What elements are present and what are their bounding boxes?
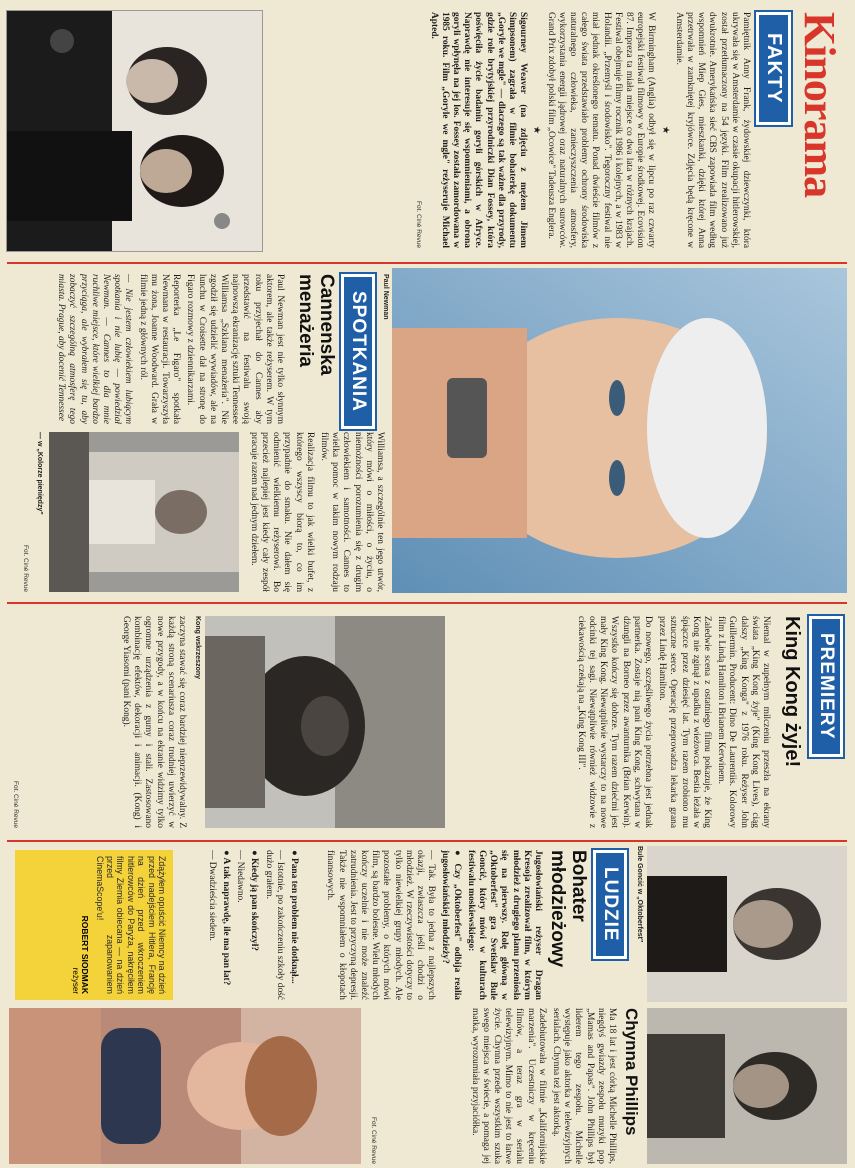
kinorama-brand: Kinorama — [795, 12, 844, 198]
chynna-p1: Ma 18 lat i jest córką Michelle Phillips, niegdyś gwiazdy zespołu muzyki pop „Mamas and Papas". John Phillips był liderem tego zespołu. Michelle występuje jako aktorka w telewizyjnych serialach. Chynna też jest aktorką. — [550, 1008, 617, 1164]
bw-photo-graphic — [7, 11, 262, 251]
color-photo-graphic — [392, 268, 847, 593]
siodmak-quote: Zdążyłem opuścić Niemcy na dzień przed nadejściem Hitlera, Francję na dzień przed wkroczeniem hitlerowców do Paryża, nakręciłem filmy Ziemia obiecana — na dzień przed zapanowaniem CinemaScope'u! — [94, 856, 167, 994]
color-photo-graphic — [9, 1008, 361, 1164]
kinorama-p2: W Birmingham (Anglia) odbył się w lipcu po raz czwarty europejski festiwal filmowy w Europie środkowej. Ecovision 87. Impreza ta miała miejsce co dwa lata w różnych krajach. Festiwal obejmuje filmy rocznik 1986 i kolejnych, a w 1983 w Holandii. „Przemyśl i środowisko". Tegoroczny festiwal nie miał jednak określonego tematu. Ponad dwieście filmów z całego świata przedstawiało problemy ochrony środowiska naturalnego człowieka, zanieczyszczenia atmosfery, wykorzystania energii jądrowej oraz naturalnych surowców. Grand Prix zdobył polski film „Ocowice" Tadeusza Englera. — [545, 12, 657, 248]
premiery-text-a — [453, 616, 771, 828]
ludzie-p1: Jugosłowiański reżyser Dragan Kresoja zrealizował film, w którym młodzież z drugiego planu przeniosła się na pierwszy. Rolę główną w „Oktoberfest" gra Svetislav Bule Gonciċ, który mówi w kulturach festiwalu moskiewskiego: — [465, 850, 543, 1000]
ludzie-a4: — Dwadzieścia siedem. — [206, 850, 217, 941]
headline-chynna-phillips: Chynna Phillips — [622, 1008, 641, 1136]
kinorama-text — [279, 12, 751, 248]
kinorama-p3: Sigourney Weaver (na zdjęciu z mężem Jimem Simpsonem) zagrała w filmie bohaterkę dokumentu „Goryle we mgle" — dlaczego są tak ważne dla przyrody, gdzie role brytyjskiej przyrodniczki Dian Fossey, która poświęciła życie badaniu goryli górskich w Afryce. Naprawdę nie interesuje się wspomnieniami, a obrona goryli wpłynęła na jej los. Fossey została zamordowana w 1985 roku. Film „Goryle we mgle" reżyseruje Michael Apted. — [428, 12, 529, 248]
chynna-phillips-photo-color — [9, 1008, 361, 1164]
siodmak-quote-box — [15, 850, 173, 1000]
king-kong-photo — [205, 616, 445, 828]
siodmak-author: ROBERT SIODMAK — [80, 915, 91, 994]
photo-credit: Fot. Ciné Revue — [415, 201, 423, 248]
spotkania-p1: Paul Newman jest nie tylko słynnym aktorem, ale także reżyserem. W tym roku przyjechał do Cannes aby przedstawić na festiwalu swoją najnowszą ekranizację sztuki Tennessee Williamsa „Szklana menażeria". Nie zgodził się udzielić wywiadów, ale na lunchu w Croisette dał na stronę do Figaro rozmowy z dziennikarzami. — [185, 274, 285, 424]
chynna-p2: Zadebiutowała w filmie „Kalifornijskie marzenia". Uczestniczy w kręceniu filmów, a teraz gra w serialu telewizyjnym. Mimo to nie jest to łatwe życie. Chynna przede wszystkim szuka swego miejsca w świecie, a pomaga jej matka, wyrozumiała przyjaciółka. — [469, 1008, 547, 1164]
premiery-p4: zaczyna stawać się coraz bardziej nieprzewidywalny. Z każdą stroną scenariusza coraz trudniej uwierzyć w nowe przygody, a w końcu na ekranie widzimy tylko ogromne urządzenia z gumy i stali. Zastosowano kombinację efektów, dekoracji i animacji. (Kong) i George Yiasomi (pani Kong). — [120, 616, 187, 828]
color-of-money-photo — [49, 432, 239, 592]
premiery-p1: Niemal w zupełnym milczeniu przeszła na ekrany świata „King Kong żyje" (King Kong Lives), ciąg dalszy „King Konga" z 1976 roku. Reżyser John Guillermin. Producent: Dino De Laurentiis. Kolorowy film z Lindą Hamilton i Brianem Kerwinem. — [716, 616, 771, 828]
ludzie-q3: ● Kiedy ją pan skończył? — [249, 850, 260, 951]
ludzie-a1: — Tak. Była to jedna z najlepszych okazji, zwłaszcza jeśli chodzi o młodzież. W rzeczywistości dotyczy to tylko niewielkiej grupy młodych. Ale pozostałe problemy, o których mówi film, są bardzo bolesne. Wielu młodych kończy uczelnie i nie może znaleźć zatrudnienia. Jest to przyczyną depresji. Także nie wspomniałem o kłopotach finansowych. — [325, 850, 437, 1000]
premiery-p2: Zaledwie scena z ostatniego filmu pokazuje, że King Kong nie zginął z upadku z wieżowca. Bestia leżała w śpiączce przez dziesięć lat. Tym razem zrobiono mu sztuczne serce. Operację przeprowadza lekarka grana przez Lindę Hamilton. — [657, 616, 712, 828]
spotkania-p3: — Nie jestem człowiekiem lubiącym spotkania i nie lubię — powiedział Newman. — Cannes to dla mnie ruchliwe miejsce, które wielkiej bardzo przyciąga, ale wybrałem się tu, aby zobaczyć szczególną atmosferę tego miasta. Prague, aby docenić Tennessee — [56, 274, 134, 424]
ludzie-text-b — [179, 850, 299, 1000]
kinorama-column — [0, 0, 855, 258]
spotkania-text-a — [10, 274, 285, 424]
chynna-text — [381, 1008, 617, 1164]
kinorama-p1: Pamiętnik Anny Frank, żydowskiej dziewczynki, która ukrywała się w Amsterdamie w czasie okupacji hitlerowskiej, został przetłumaczony na 54 języki. Film zrealizowano już dwukrotnie. Amerykańska sieć CBS zapowiada film według wspomnień Miep Gies, mieszkanki, dzięki której Anna przetrwała w zamkniętej kryjówce. Zdjęcia będą kręcone w Amsterdamie. — [673, 12, 751, 248]
bw-photo-graphic — [205, 616, 445, 828]
caption-paul-newman: Paul Newman — [382, 274, 389, 320]
ludzie-text — [303, 850, 543, 1000]
caption-kolor-pieniedzy: — w „Kolorze pieniędzy" — [36, 432, 43, 515]
caption-bule-goncic: Bule Gonciċ w „Oktoberfest" — [636, 846, 643, 943]
premiery-p3: Do nowego, szczęśliwego życia potrzebna jest jednak partnerka. Zostaje nią pani King Kong, schwytana w dżungli na Borneo przez awanturnika (Brian Kerwin). Wszystko kończy się dobrze. Tym razem dziećmi jest mały King Kong. Niewątpliwie wystarczy to na nowe odcinki tej sagi. Niewątpliwie również widzowie z ciekawością czekają na „King Kong III". — [575, 616, 653, 828]
divider-line — [7, 602, 847, 604]
headline-cannenska: Cannenska menażeria — [295, 274, 337, 376]
spotkania-p2: Reporterka „Le Figaro" spotkała Newmana w restauracji. Towarzyszyła mu żona, Joanne Woodward. Grała w filmie jedną z głównych ról. — [137, 274, 182, 424]
bw-photo-graphic — [647, 1008, 847, 1164]
sigourney-weaver-photo — [6, 10, 263, 252]
photo-credit: Fot. Ciné Revue — [22, 545, 29, 592]
section-ludzie: LUDZIE — [593, 850, 627, 959]
headline-king-kong: King Kong żyje! — [781, 616, 803, 768]
divider-star: ★ — [531, 125, 542, 135]
spotkania-p5: Realizacja filmu to jak wielki bufet, z którego wszyscy biorą to, co im przypadnie do smaku. Nie dałem się odmienić wielkiemu reżyserowi. Bo przecież najlepiej jest kiedy cały zespół pracuje razem nad jednym dziełem. — [248, 432, 315, 592]
divider-line — [7, 262, 847, 264]
chynna-phillips-photo-top — [647, 1008, 847, 1164]
photo-credit: Fot. Ciné Revue — [370, 1117, 377, 1164]
caption-kong-wskrzeszony: Kong wskrzeszony — [194, 616, 201, 680]
bw-photo-graphic — [49, 432, 239, 592]
section-premiery: PREMIERY — [809, 616, 843, 757]
ludzie-column — [0, 846, 855, 1168]
divider-star: ★ — [659, 125, 670, 135]
paul-newman-photo — [392, 268, 847, 593]
bule-goncic-photo — [647, 846, 847, 1002]
ludzie-a2: — Istotnie, po zakończeniu szkoły dość dużo grałem. — [263, 850, 285, 1000]
photo-credit: Fot. Ciné Revue — [12, 781, 19, 828]
ludzie-a3: — Niedawno. — [235, 850, 246, 903]
spotkania-p4: Williamsa, a szczególnie ten jego utwór, który mówi o miłości, o życiu, o niemożności porozumienia się z drugim człowiekiem i samotności. Cannes to wielka pomoc w takim nowym rodzaju filmów. — [318, 432, 385, 592]
divider-line — [7, 840, 847, 842]
headline-bohater-mlodziezowy: Bohater młodzieżowy — [547, 850, 589, 968]
premiery-column — [0, 608, 855, 836]
section-spotkania: SPOTKANIA — [341, 274, 375, 429]
siodmak-role: reżyser — [71, 967, 81, 994]
premiery-text-b — [23, 616, 187, 828]
spotkania-column — [0, 268, 855, 598]
spotkania-text-b — [245, 432, 385, 592]
ludzie-q4: ● A tak naprawdę, ile ma pan lat? — [220, 850, 231, 986]
bw-photo-graphic — [647, 846, 847, 1002]
ludzie-q1: ● Czy „Oktoberfest" odbija realia jugosłowiańskiej młodzieży? — [440, 850, 462, 1000]
ludzie-q2: ● Pana ten problem nie dotknął... — [289, 850, 299, 984]
section-fakty: FAKTY — [756, 12, 791, 125]
